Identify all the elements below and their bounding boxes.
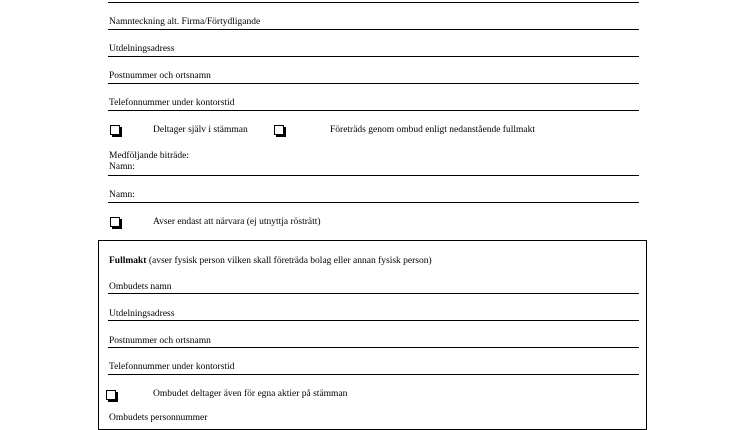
proxy-phone-field[interactable] <box>108 374 639 375</box>
phone-field[interactable] <box>108 110 639 111</box>
attend-only-checkbox[interactable] <box>110 217 120 227</box>
phone-field-label: Telefonnummer under kontorstid <box>109 98 235 108</box>
proxy-postal-label: Postnummer och ortsnamn <box>109 336 211 346</box>
proxy-box <box>98 240 647 430</box>
proxy-title <box>109 256 432 267</box>
top-signature-line <box>108 2 639 3</box>
represented-label: Företräds genom ombud enligt nedanstående fullmakt <box>330 125 535 135</box>
proxy-postal-field[interactable] <box>108 347 639 348</box>
address-field[interactable] <box>108 56 639 57</box>
proxy-address-field[interactable] <box>108 320 639 321</box>
own-shares-checkbox[interactable] <box>106 390 116 400</box>
signature-field[interactable] <box>108 29 639 30</box>
signature-field-label: Namnteckning alt. Firma/Förtydligande <box>109 17 261 27</box>
attend-self-checkbox[interactable] <box>110 125 120 135</box>
proxy-name-field[interactable] <box>108 293 639 294</box>
proxy-address-label: Utdelningsadress <box>109 309 175 319</box>
represented-checkbox[interactable] <box>274 125 284 135</box>
proxy-title-rest: (avser fysisk person vilken skall företräda bolag eller annan fysisk person) <box>146 256 432 266</box>
assistant-name-label-1: Namn: <box>109 162 135 172</box>
assistant-name-field-1[interactable] <box>108 175 639 176</box>
assistant-heading: Medföljande biträde: <box>109 151 189 161</box>
assistant-name-field-2[interactable] <box>108 202 639 203</box>
postal-field-label: Postnummer och ortsnamn <box>109 71 211 81</box>
address-field-label: Utdelningsadress <box>109 44 175 54</box>
proxy-title-bold: Fullmakt <box>109 256 147 266</box>
assistant-name-label-2: Namn: <box>109 190 135 200</box>
proxy-personal-number-label: Ombudets personnummer <box>109 413 208 423</box>
own-shares-label: Ombudet deltager även för egna aktier på stämman <box>153 389 348 399</box>
attend-self-label: Deltager själv i stämman <box>153 125 248 135</box>
proxy-name-label: Ombudets namn <box>109 282 172 292</box>
postal-field[interactable] <box>108 83 639 84</box>
proxy-phone-label: Telefonnummer under kontorstid <box>109 362 235 372</box>
attend-only-label: Avser endast att närvara (ej utnyttja rösträtt) <box>153 217 321 227</box>
